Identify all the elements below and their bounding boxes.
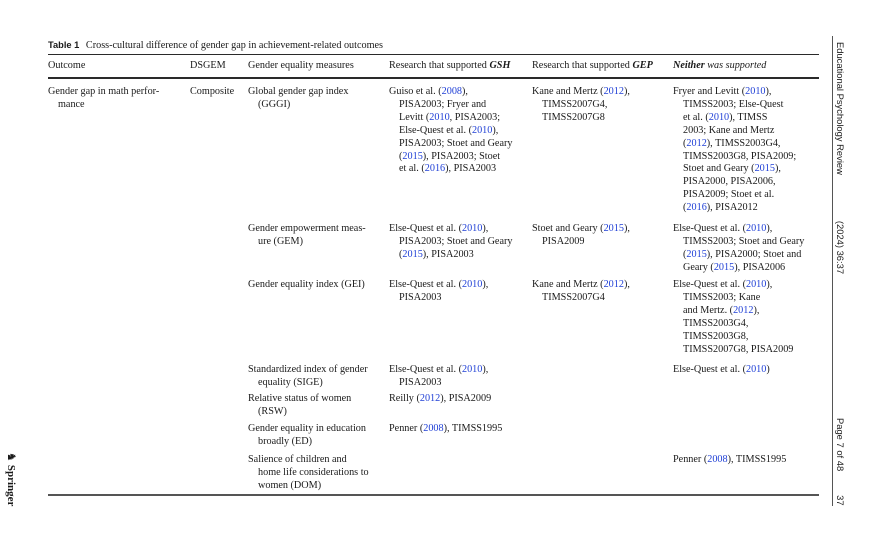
- citation-text: PISA2003; Stoet and Geary: [399, 235, 513, 247]
- citation-text: TIMSS2003; Kane: [683, 291, 761, 303]
- citation-text: ),: [623, 86, 630, 97]
- cell-line: [389, 423, 502, 436]
- cell-line: broadly (ED): [258, 435, 313, 447]
- citation-year-link[interactable]: 2012: [603, 279, 624, 290]
- cell-line: [673, 151, 796, 164]
- citation-text: Reilly (: [389, 393, 420, 404]
- cell-outcome: [48, 86, 159, 112]
- header-neither-em: Neither: [673, 60, 705, 71]
- citation-text: Else-Quest et al. (: [673, 223, 746, 234]
- citation-text: ), TIMSS: [729, 111, 768, 123]
- outcome-line: mance: [58, 98, 85, 110]
- citation-year-link[interactable]: 2010: [461, 279, 483, 290]
- citation-text: (: [683, 137, 687, 149]
- cell-line: [389, 112, 512, 125]
- citation-year-link[interactable]: 2016: [686, 202, 707, 214]
- citation-text: Stoet and Geary (: [683, 163, 755, 175]
- cell-line: [673, 163, 796, 176]
- volume-info: (2024) 36:37: [835, 220, 846, 275]
- citation-text: TIMSS2007G8, PISA2009: [683, 343, 794, 355]
- citation-text: ), PISA2000; Stoet and: [706, 248, 802, 260]
- cell-measure: [248, 423, 366, 449]
- citation-year-link[interactable]: 2012: [419, 393, 441, 404]
- table-top-rule: [48, 54, 819, 55]
- cell-line: [673, 318, 793, 331]
- citation-text: ),: [623, 223, 630, 234]
- citation-text: PISA2009: [542, 235, 585, 247]
- header-neither-suffix: was supported: [704, 60, 767, 71]
- citation-text: Stoet and Geary (: [532, 223, 604, 234]
- cell-measure: [248, 364, 368, 390]
- cell-gsh: [389, 223, 512, 262]
- outcome-line: Gender gap in math perfor-: [48, 86, 160, 97]
- cell-measure: [248, 454, 369, 493]
- citation-text: ),: [482, 223, 489, 234]
- citation-text: TIMSS2003; Else-Quest: [683, 98, 784, 110]
- cell-line: [673, 112, 796, 125]
- cell-line: [532, 292, 630, 305]
- citation-text: ),: [766, 223, 773, 234]
- cell-line: Standardized index of gender: [248, 364, 368, 375]
- citation-text: Else-Quest et al. (: [673, 364, 746, 375]
- citation-text: et al. (: [683, 111, 709, 123]
- publisher-logo: [5, 452, 18, 506]
- cell-line: [389, 236, 512, 249]
- citation-text: Penner (: [389, 423, 424, 434]
- cell-measure: [248, 223, 366, 249]
- cell-gsh: [389, 393, 491, 406]
- citation-text: ),: [482, 279, 489, 290]
- citation-text: ), TIMSS1995: [443, 423, 503, 434]
- cell-measure: [248, 279, 365, 292]
- citation-year-link[interactable]: 2015: [603, 223, 624, 234]
- cell-line: [673, 236, 804, 249]
- citation-year-link[interactable]: 2010: [745, 223, 767, 234]
- citation-text: ), PISA2012: [706, 202, 758, 214]
- citation-year-link[interactable]: 2010: [429, 111, 450, 123]
- cell-neither: [673, 454, 786, 467]
- cell-line: Gender equality index (GEI): [248, 279, 365, 290]
- header-gep: [532, 60, 653, 71]
- citation-text: Else-Quest et al. (: [389, 223, 462, 234]
- header-measures: Gender equality measures: [248, 60, 354, 71]
- table-bottom-rule: [48, 494, 819, 496]
- citation-text: ), PISA2009: [440, 393, 492, 404]
- springer-horse-icon: ♞: [5, 452, 17, 462]
- citation-text: (: [399, 150, 403, 162]
- cell-line: [673, 99, 796, 112]
- table-header-rule: [48, 77, 819, 79]
- citation-text: Fryer and Levitt (: [673, 86, 746, 97]
- cell-neither: [673, 364, 770, 377]
- citation-text: ), PISA2003: [422, 248, 474, 260]
- citation-text: ), PISA2003; Stoet: [422, 150, 501, 162]
- citation-text: Kane and Mertz (: [532, 279, 604, 290]
- citation-year-link[interactable]: 2012: [603, 86, 624, 97]
- cell-dsgem: Composite: [190, 86, 235, 97]
- cell-line: [673, 189, 796, 202]
- citation-text: Levitt (: [399, 111, 430, 123]
- citation-text: (: [683, 248, 687, 260]
- citation-text: TIMSS2003G8,: [683, 330, 749, 342]
- citation-year-link[interactable]: 2010: [471, 124, 493, 136]
- cell-line: [532, 236, 630, 249]
- citation-text: ),: [774, 163, 781, 175]
- citation-text: and Mertz. (: [683, 304, 734, 316]
- citation-text: Else-Quest et al. (: [389, 364, 462, 375]
- citation-text: Kane and Mertz (: [532, 86, 604, 97]
- citation-text: PISA2000, PISA2006,: [683, 176, 776, 188]
- citation-text: ),: [766, 279, 773, 290]
- table-caption-text: Cross-cultural difference of gender gap in achievement-related outcomes: [85, 40, 384, 51]
- citation-text: TIMSS2003; Stoet and Geary: [683, 235, 805, 247]
- citation-year-link[interactable]: 2010: [745, 279, 767, 290]
- cell-line: Relative status of women: [248, 393, 352, 404]
- cell-neither: [673, 86, 796, 215]
- cell-line: [673, 223, 804, 236]
- cell-line: [532, 279, 630, 292]
- citation-text: PISA2003; Fryer and: [399, 98, 487, 110]
- cell-gep: [532, 223, 630, 249]
- header-outcome: Outcome: [48, 60, 86, 71]
- cell-line: equality (SIGE): [258, 376, 323, 388]
- cell-line: [673, 331, 793, 344]
- cell-line: (GGGI): [258, 98, 291, 110]
- citation-year-link[interactable]: 2012: [686, 137, 707, 149]
- citation-text: (: [683, 202, 687, 214]
- citation-text: ),: [753, 304, 760, 316]
- cell-line: [673, 279, 793, 292]
- cell-line: [389, 393, 491, 406]
- cell-line: [532, 223, 630, 236]
- cell-line: [673, 344, 793, 357]
- cell-line: [389, 163, 512, 176]
- citation-year-link[interactable]: 2008: [441, 86, 462, 97]
- cell-line: [673, 305, 793, 318]
- citation-text: ),: [765, 86, 772, 97]
- citation-text: , PISA2003;: [449, 111, 501, 123]
- header-gsh: [389, 60, 510, 71]
- citation-year-link[interactable]: 2010: [461, 364, 483, 375]
- cell-neither: [673, 279, 793, 356]
- citation-year-link[interactable]: 2008: [423, 423, 444, 434]
- citation-text: PISA2003: [399, 376, 442, 388]
- cell-line: [389, 364, 488, 377]
- cell-line: [673, 292, 793, 305]
- citation-year-link[interactable]: 2016: [424, 163, 446, 175]
- header-gsh-em: GSH: [489, 60, 511, 71]
- cell-line: ure (GEM): [258, 235, 303, 247]
- header-dsgem: DSGEM: [190, 60, 226, 71]
- citation-text: ), TIMSS2003G4,: [706, 137, 781, 149]
- cell-line: [532, 112, 630, 125]
- cell-line: [673, 364, 770, 377]
- citation-text: ),: [482, 364, 489, 375]
- cell-line: [389, 292, 488, 305]
- cell-line: [673, 454, 786, 467]
- table-label: Table 1: [48, 40, 80, 50]
- cell-measure: [248, 393, 351, 419]
- cell-line: home life considerations to: [258, 466, 369, 478]
- citation-text: Else-Quest et al. (: [673, 279, 746, 290]
- citation-year-link[interactable]: 2015: [754, 163, 775, 175]
- cell-neither: [673, 223, 804, 275]
- cell-line: women (DOM): [258, 479, 322, 491]
- cell-line: [389, 138, 512, 151]
- citation-text: 2003; Kane and Mertz: [683, 124, 775, 136]
- publisher-name: Springer: [5, 464, 17, 507]
- cell-line: [673, 249, 804, 262]
- page-info: [835, 418, 846, 506]
- citation-year-link[interactable]: 2015: [402, 150, 423, 162]
- cell-gsh: [389, 364, 488, 390]
- citation-year-link[interactable]: 2010: [708, 111, 730, 123]
- citation-text: ), PISA2003: [445, 163, 497, 175]
- header-gsh-prefix: Research that supported: [389, 60, 490, 71]
- citation-year-link[interactable]: 2008: [707, 454, 728, 465]
- citation-text: Geary (: [683, 261, 714, 273]
- cell-line: [532, 99, 630, 112]
- citation-text: PISA2003: [399, 291, 442, 303]
- citation-text: Guiso et al. (: [389, 86, 442, 97]
- cell-line: [673, 262, 804, 275]
- citation-year-link[interactable]: 2010: [461, 223, 483, 234]
- article-number: 37: [835, 495, 846, 506]
- cell-line: Gender equality in education: [248, 423, 366, 434]
- citation-text: (: [399, 248, 403, 260]
- cell-line: [389, 377, 488, 390]
- margin-rule: [832, 36, 833, 506]
- cell-line: [532, 86, 630, 99]
- citation-text: et al. (: [399, 163, 425, 175]
- cell-line: Salience of children and: [248, 454, 347, 465]
- citation-text: Else-Quest et al. (: [389, 279, 462, 290]
- header-gep-prefix: Research that supported: [532, 60, 633, 71]
- journal-name: Educational Psychology Review: [835, 42, 846, 175]
- citation-text: TIMSS2007G4,: [542, 98, 608, 110]
- citation-text: ),: [623, 279, 630, 290]
- citation-year-link[interactable]: 2010: [745, 364, 767, 375]
- cell-line: [673, 138, 796, 151]
- cell-line: [673, 202, 796, 215]
- cell-line: [389, 279, 488, 292]
- citation-text: ),: [462, 86, 468, 97]
- cell-measure: [248, 86, 348, 112]
- cell-gsh: [389, 423, 502, 436]
- citation-text: TIMSS2003G4,: [683, 317, 749, 329]
- citation-year-link[interactable]: 2010: [745, 86, 766, 97]
- table-caption: [48, 40, 383, 51]
- cell-line: [673, 176, 796, 189]
- header-gep-em: GEP: [632, 60, 653, 71]
- cell-line: [389, 223, 512, 236]
- citation-text: TIMSS2007G8: [542, 111, 605, 123]
- citation-text: PISA2003; Stoet and Geary: [399, 137, 513, 149]
- cell-line: [389, 86, 512, 99]
- cell-line: [673, 86, 796, 99]
- cell-line: Gender empowerment meas-: [248, 223, 366, 234]
- cell-gep: [532, 279, 630, 305]
- cell-line: Global gender gap index: [248, 86, 349, 97]
- citation-text: TIMSS2007G4: [542, 291, 605, 303]
- cell-gsh: [389, 86, 512, 176]
- page-number: Page 7 of 48: [835, 418, 846, 472]
- citation-text: Else-Quest et al. (: [399, 124, 472, 136]
- citation-text: PISA2009; Stoet et al.: [683, 189, 775, 201]
- cell-gep: [532, 86, 630, 125]
- citation-year-link[interactable]: 2015: [686, 248, 707, 260]
- header-neither: [673, 60, 766, 71]
- citation-text: ), PISA2006: [734, 261, 786, 273]
- cell-line: [673, 125, 796, 138]
- cell-line: [389, 151, 512, 164]
- cell-gsh: [389, 279, 488, 305]
- cell-line: [389, 249, 512, 262]
- cell-line: [389, 125, 512, 138]
- citation-text: ),: [492, 124, 499, 136]
- citation-text: ), TIMSS1995: [727, 454, 787, 465]
- citation-text: TIMSS2003G8, PISA2009;: [683, 150, 797, 162]
- running-header: [835, 42, 846, 274]
- citation-text: ): [766, 364, 770, 375]
- citation-text: Penner (: [673, 454, 708, 465]
- citation-year-link[interactable]: 2015: [713, 261, 735, 273]
- citation-year-link[interactable]: 2015: [402, 248, 423, 260]
- cell-line: [389, 99, 512, 112]
- citation-year-link[interactable]: 2012: [733, 304, 754, 316]
- cell-line: (RSW): [258, 405, 287, 417]
